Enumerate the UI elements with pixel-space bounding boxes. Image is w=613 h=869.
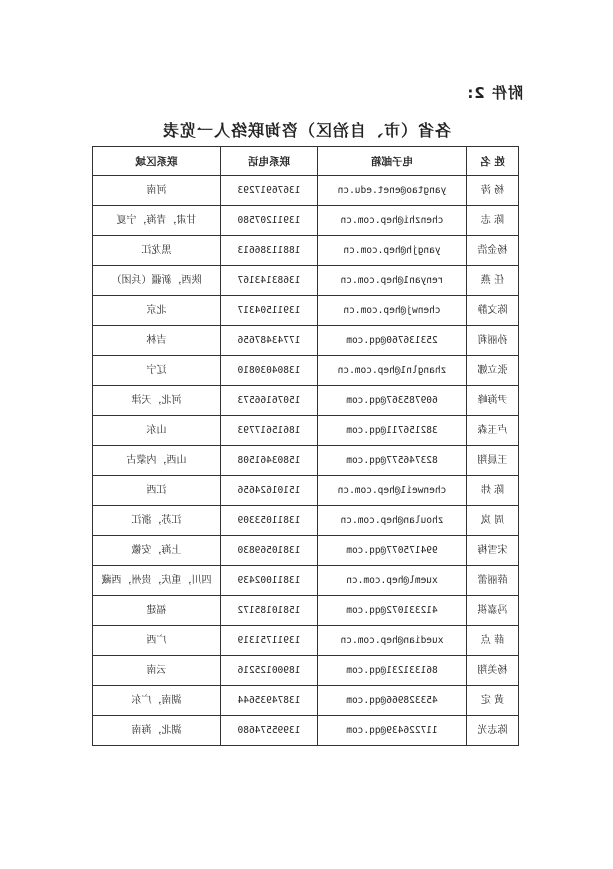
- table-row: [93, 686, 519, 716]
- cell-name: 周 岚: [467, 506, 519, 536]
- attachment-label: 附件 2:: [466, 84, 523, 102]
- contacts-table: [92, 146, 519, 746]
- cell-region: 广西: [93, 626, 221, 656]
- cell-email: zhangln1@hep.com.cn: [318, 356, 467, 386]
- cell-name: 杨美翔: [467, 656, 519, 686]
- cell-region: 福建: [93, 596, 221, 626]
- cell-region: 湖南，广东: [93, 686, 221, 716]
- cell-email: chenwei1@hep.com.cn: [318, 476, 467, 506]
- cell-phone: 13810569830: [221, 536, 318, 566]
- table-row: [93, 296, 519, 326]
- table-row: [93, 656, 519, 686]
- cell-region: 河北，天津: [93, 386, 221, 416]
- cell-email: xueml@hep.com.cn: [318, 566, 467, 596]
- cell-region: 湖北，海南: [93, 716, 221, 746]
- cell-name: 陈 志: [467, 206, 519, 236]
- cell-phone: 15101624656: [221, 476, 318, 506]
- cell-name: 黄 定: [467, 686, 519, 716]
- cell-region: 山西，内蒙古: [93, 446, 221, 476]
- table-row: [93, 206, 519, 236]
- cell-name: 孙丽莉: [467, 326, 519, 356]
- cell-phone: 13811053309: [221, 506, 318, 536]
- cell-phone: 18900125216: [221, 656, 318, 686]
- table-row: [93, 716, 519, 746]
- cell-region: 江西: [93, 476, 221, 506]
- cell-region: 陕西，新疆（兵团）: [93, 266, 221, 296]
- cell-email: 453328966@qq.com: [318, 686, 467, 716]
- table-row: [93, 326, 519, 356]
- table-row: [93, 446, 519, 476]
- cell-email: 994175077@qq.com: [318, 536, 467, 566]
- cell-region: 北京: [93, 296, 221, 326]
- cell-email: 253136760@qq.com: [318, 326, 467, 356]
- cell-name: 杨 涛: [467, 176, 519, 206]
- cell-phone: 13804030810: [221, 356, 318, 386]
- cell-email: chenzhi@hep.com.cn: [318, 206, 467, 236]
- table-row: [93, 416, 519, 446]
- cell-region: 甘肃，青海，宁夏: [93, 206, 221, 236]
- cell-phone: 13911504317: [221, 296, 318, 326]
- cell-name: 张立娜: [467, 356, 519, 386]
- cell-email: 823746577@qq.com: [318, 446, 467, 476]
- cell-name: 宋雪梅: [467, 536, 519, 566]
- cell-email: 117226439@qq.com: [318, 716, 467, 746]
- header-email: 电子邮箱: [318, 147, 467, 176]
- cell-phone: 18811386613: [221, 236, 318, 266]
- table-row: [93, 536, 519, 566]
- cell-name: 薛丽蕾: [467, 566, 519, 596]
- table-row: [93, 596, 519, 626]
- cell-email: yangtao@enet.edu.cn: [318, 176, 467, 206]
- table-row: [93, 356, 519, 386]
- cell-phone: 15076166573: [221, 386, 318, 416]
- header-region: 联系区域: [93, 147, 221, 176]
- cell-email: zhoulan@hep.com.cn: [318, 506, 467, 536]
- cell-name: 任 燕: [467, 266, 519, 296]
- cell-phone: 13683143167: [221, 266, 318, 296]
- cell-phone: 17743487656: [221, 326, 318, 356]
- cell-name: 王晨翔: [467, 446, 519, 476]
- cell-phone: 18615617793: [221, 416, 318, 446]
- cell-name: 卢玉森: [467, 416, 519, 446]
- cell-phone: 13995574680: [221, 716, 318, 746]
- cell-phone: 13676917293: [221, 176, 318, 206]
- cell-region: 辽宁: [93, 356, 221, 386]
- table-row: [93, 176, 519, 206]
- cell-email: chenwj@hep.com.cn: [318, 296, 467, 326]
- cell-phone: 15803461508: [221, 446, 318, 476]
- cell-name: 陈文静: [467, 296, 519, 326]
- cell-phone: 15810185172: [221, 596, 318, 626]
- cell-phone: 13811002439: [221, 566, 318, 596]
- table-row: [93, 476, 519, 506]
- cell-email: 609785367@qq.com: [318, 386, 467, 416]
- cell-email: renyan1@hep.com.cn: [318, 266, 467, 296]
- cell-name: 薛 点: [467, 626, 519, 656]
- cell-region: 山东: [93, 416, 221, 446]
- cell-region: 四川，重庆，贵州，西藏: [93, 566, 221, 596]
- cell-phone: 13911207580: [221, 206, 318, 236]
- cell-region: 吉林: [93, 326, 221, 356]
- table-row: [93, 386, 519, 416]
- cell-email: xuedian@hep.com.cn: [318, 626, 467, 656]
- table-row: [93, 266, 519, 296]
- cell-name: 陈志光: [467, 716, 519, 746]
- table-row: [93, 506, 519, 536]
- cell-email: 412331072@qq.com: [318, 596, 467, 626]
- cell-email: 861331231@qq.com: [318, 656, 467, 686]
- header-phone: 联系电话: [221, 147, 318, 176]
- cell-email: yangjh@hep.com.cn: [318, 236, 467, 266]
- cell-email: 382156711@qq.com: [318, 416, 467, 446]
- table-row: [93, 566, 519, 596]
- table-row: [93, 626, 519, 656]
- document-title: 各省（市、自治区）咨询联络人一览表: [162, 121, 452, 140]
- cell-name: 尹海峰: [467, 386, 519, 416]
- cell-name: 杨金浩: [467, 236, 519, 266]
- table-header-row: [93, 147, 519, 176]
- cell-phone: 13874935644: [221, 686, 318, 716]
- cell-region: 江苏，浙江: [93, 506, 221, 536]
- table-row: [93, 236, 519, 266]
- cell-phone: 13911751319: [221, 626, 318, 656]
- cell-region: 河南: [93, 176, 221, 206]
- cell-region: 黑龙江: [93, 236, 221, 266]
- cell-name: 冯嘉祺: [467, 596, 519, 626]
- cell-name: 陈 炜: [467, 476, 519, 506]
- cell-region: 上海，安徽: [93, 536, 221, 566]
- header-name: 姓 名: [467, 147, 519, 176]
- table-body: [93, 176, 519, 746]
- cell-region: 云南: [93, 656, 221, 686]
